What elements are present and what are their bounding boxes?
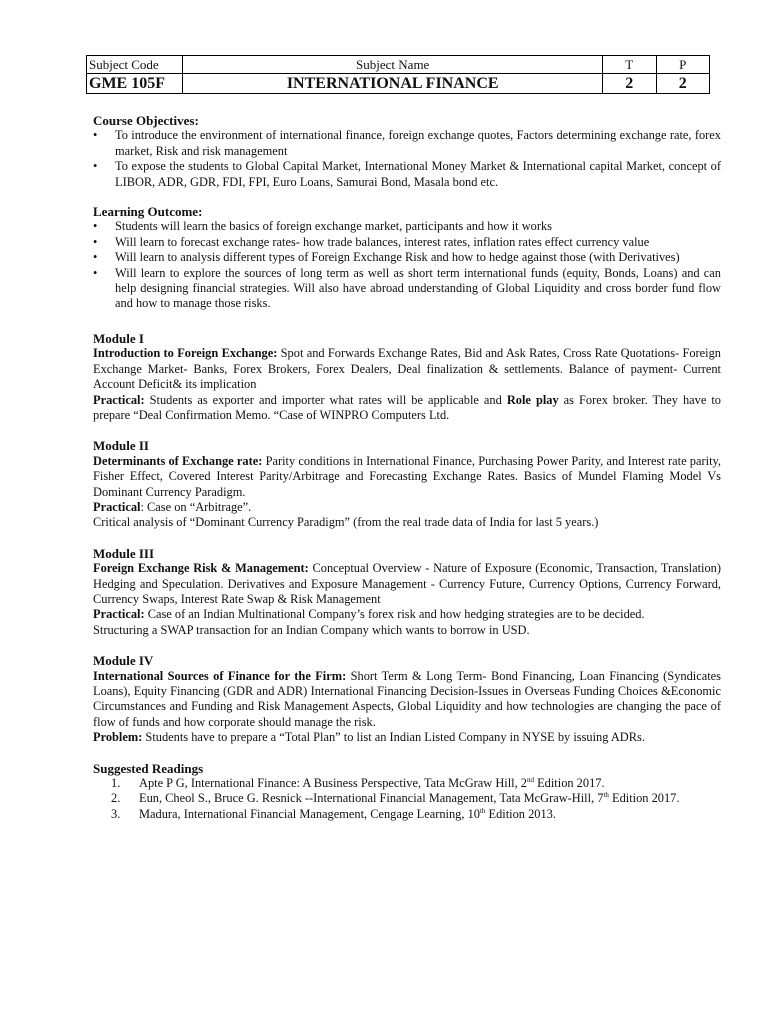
course-objectives-heading: Course Objectives: [93, 113, 199, 128]
suggested-readings-list [93, 776, 721, 822]
module-1-topic-text: Spot and Forwards Exchange Rates, Bid and Ask Rates, Cross Rate Quotations- Foreign Exchange Market- Banks, Forex Brokers, Forex Dealers, Deal finalization & settlements. Balance of payment- Current Account Deficit& its implication [93, 346, 721, 392]
reading-text: Edition 2013. [485, 806, 556, 821]
bullet-icon: • [93, 265, 98, 280]
bullet-icon: • [93, 159, 98, 174]
list-item [93, 219, 721, 234]
module-2-extra: Critical analysis of “Dominant Currency Paradigm” (from the real trade data of India for last 5 years.) [93, 515, 599, 530]
list-item-text: To introduce the environment of international finance, foreign exchange quotes, Factors determining exchange rate, forex market, Risk and risk management [115, 128, 721, 158]
problem-text: Students have to prepare a “Total Plan” to list an Indian Listed Company in NYSE by issuing ADRs. [142, 730, 645, 745]
module-1-topic [93, 346, 721, 392]
list-item-text: Will learn to analysis different types of Foreign Exchange Risk and how to hedge against those (with Derivatives) [115, 250, 680, 265]
subject-code: GME 105F [87, 74, 183, 94]
subject-name-header: Subject Name [183, 56, 603, 74]
module-3-topic [93, 561, 721, 607]
subject-name: INTERNATIONAL FINANCE [183, 74, 603, 94]
module-4-heading: Module IV [93, 653, 154, 669]
problem-label: Problem: [93, 730, 143, 745]
bullet-icon: • [93, 219, 98, 234]
practical-label: Practical: [93, 607, 145, 622]
module-2-practical [93, 500, 721, 515]
practical-label: Practical [93, 499, 141, 514]
ordinal-suffix: th [479, 806, 486, 815]
theory-credits: 2 [603, 74, 656, 94]
syllabus-content [93, 113, 721, 822]
reading-text: Apte P G, International Finance: A Business Perspective, Tata McGraw Hill, 2 [139, 776, 527, 791]
ordinal-suffix: nd [527, 775, 534, 784]
reading-text: Edition 2017. [534, 776, 605, 791]
list-item [93, 128, 721, 159]
list-item-text: Will learn to forecast exchange rates- how trade balances, interest rates, inflation rates effect currency value [115, 234, 650, 249]
bullet-icon: • [93, 250, 98, 265]
module-2-topic-text: Parity conditions in International Finance, Purchasing Power Parity, and Interest rate parity, Fisher Effect, Covered Interest Parity/Arbitrage and Forecasting Exchange Rates. Basics of Mundel Flaming Model Vs Dominant Currency Paradigm. [93, 453, 721, 499]
list-item-text: To expose the students to Global Capital Market, International Money Market & International capital Market, concept of LIBOR, ADR, GDR, FDI, FPI, Euro Loans, Samurai Bond, Masala bond etc. [115, 159, 721, 189]
module-1-practical [93, 393, 721, 424]
list-item-text: Will learn to explore the sources of long term as well as short term international funds (equity, Bonds, Loans) and can help designing financial strategies. Will also have abroad understanding of Global Liquidity and cross border fund flow and how to manage those risks. [115, 265, 721, 311]
reading-text: Edition 2017. [608, 791, 680, 806]
subject-table-header-row [87, 56, 710, 74]
suggested-readings-heading: Suggested Readings [93, 760, 204, 776]
module-4-problem [93, 730, 721, 745]
module-4-topic-title: International Sources of Finance for the Firm: [93, 668, 347, 683]
learning-outcome-heading: Learning Outcome: [93, 204, 203, 220]
learning-outcome-list [93, 219, 721, 311]
module-3-topic-title: Foreign Exchange Risk & Management: [93, 561, 309, 576]
module-2-topic-title: Determinants of Exchange rate: [93, 453, 263, 468]
bullet-icon: • [93, 234, 98, 249]
practical-text: : Case on “Arbitrage”. [140, 499, 252, 514]
subject-code-header: Subject Code [87, 56, 183, 74]
list-item [93, 159, 721, 190]
ordinal-suffix: th [603, 791, 609, 800]
module-4-topic-text: Short Term & Long Term- Bond Financing, Loan Financing (Syndicates Loans), Equity Financing (GDR and ADR) International Financing Decision-Issues in Overseas Funding Choices &Economic Circumstances and Funding and Risk Management Aspects, Global Liquidity and how technologies are changing the pace of flow of funds and how corporate should manage the risk. [93, 668, 721, 729]
practical-text: Students as exporter and importer what rates will be applicable and [144, 392, 507, 407]
subject-table-value-row [87, 74, 710, 94]
list-number: 2. [111, 791, 121, 806]
module-3-extra: Structuring a SWAP transaction for an Indian Company which wants to borrow in USD. [93, 622, 530, 637]
module-4-topic [93, 669, 721, 731]
list-item [93, 791, 721, 806]
reading-text: Eun, Cheol S., Bruce G. Resnick --International Financial Management, Tata McGraw-Hill, 7 [139, 791, 604, 806]
module-3-topic-text: Conceptual Overview - Nature of Exposure (Economic, Transaction, Translation) Hedging and Speculation. Derivatives and Exposure Management - Currency Future, Currency Options, Currency Forward, Currency Swaps, Interest Rate Swap & Risk Management [93, 561, 721, 606]
role-play-text: Role play [506, 392, 559, 407]
module-3-practical [93, 607, 721, 622]
practical-text: Case of an Indian Multinational Company’s forex risk and how hedging strategies are to be decided. [144, 607, 645, 622]
list-item-text: Students will learn the basics of foreign exchange market, participants and how it works [115, 219, 552, 234]
reading-text: Madura, International Financial Management, Cengage Learning, 10 [139, 806, 480, 821]
practical-label: Practical: [93, 392, 145, 407]
list-number: 1. [111, 776, 121, 791]
practical-header: P [656, 56, 710, 74]
module-3-heading: Module III [93, 545, 155, 561]
module-1-heading: Module I [93, 330, 144, 346]
list-item [93, 807, 721, 822]
list-item [93, 266, 721, 312]
list-number: 3. [111, 806, 121, 821]
module-2-topic [93, 454, 721, 500]
bullet-icon: • [93, 128, 98, 143]
practical-credits: 2 [656, 74, 710, 94]
list-item [93, 776, 721, 791]
list-item [93, 235, 721, 250]
list-item [93, 250, 721, 265]
theory-header: T [603, 56, 656, 74]
practical-text: as Forex broker. They have to prepare “Deal Confirmation Memo. “Case of WINPRO Computers Ltd. [93, 392, 721, 422]
course-objectives-list [93, 128, 721, 190]
subject-table [86, 55, 710, 94]
module-2-heading: Module II [93, 438, 149, 454]
module-1-topic-title: Introduction to Foreign Exchange: [93, 346, 278, 361]
